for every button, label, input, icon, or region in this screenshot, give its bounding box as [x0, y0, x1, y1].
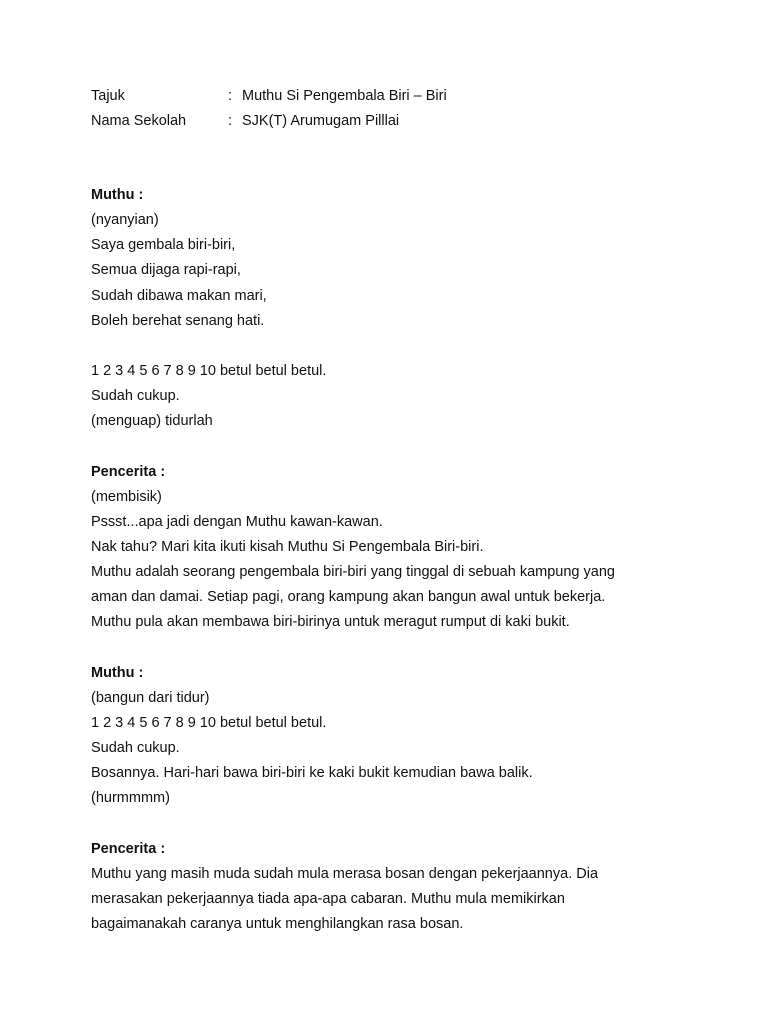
script-line: merasakan pekerjaannya tiada apa-apa cabaran. Muthu mula memikirkan	[91, 890, 565, 907]
section-gap	[91, 434, 731, 459]
script-line: (nyanyian)	[91, 212, 159, 229]
script-line: (menguap) tidurlah	[91, 413, 213, 430]
script-line: Nak tahu? Mari kita ikuti kisah Muthu Si Pengembala Biri-biri.	[91, 538, 484, 555]
school-row	[91, 109, 731, 134]
speaker-label: Pencerita :	[91, 840, 166, 857]
script-line: Saya gembala biri-biri,	[91, 237, 236, 254]
speaker-label: Muthu :	[91, 664, 144, 681]
script-section	[91, 460, 731, 636]
script-line: Sudah cukup.	[91, 740, 180, 757]
script-section	[91, 661, 731, 812]
script-line: Boleh berehat senang hati.	[91, 312, 265, 329]
document-body	[91, 84, 731, 937]
school-label: Nama Sekolah	[91, 113, 187, 129]
title-separator: :	[228, 88, 233, 104]
speaker-label: Muthu :	[91, 187, 144, 203]
script-section	[91, 837, 731, 938]
section-gap	[91, 636, 731, 661]
script-line: 1 2 3 4 5 6 7 8 9 10 betul betul betul.	[91, 362, 327, 379]
script-line: Muthu yang masih muda sudah mula merasa bosan dengan pekerjaannya. Dia	[91, 865, 599, 882]
title-label: Tajuk	[91, 88, 125, 104]
script-line: Sudah dibawa makan mari,	[91, 287, 267, 304]
script-line: Bosannya. Hari-hari bawa biri-biri ke kaki bukit kemudian bawa balik.	[91, 765, 533, 782]
script-line: (hurmmmm)	[91, 790, 170, 807]
school-separator: :	[228, 113, 233, 129]
title-row	[91, 84, 731, 109]
script-line: aman dan damai. Setiap pagi, orang kampung akan bangun awal untuk bekerja.	[91, 589, 606, 606]
script-line: Pssst...apa jadi dengan Muthu kawan-kawan.	[91, 513, 383, 530]
script-line: Muthu pula akan membawa biri-birinya untuk meragut rumput di kaki bukit.	[91, 614, 570, 631]
script-line: bagaimanakah caranya untuk menghilangkan rasa bosan.	[91, 916, 464, 933]
script-section	[91, 183, 731, 434]
script-line: Muthu adalah seorang pengembala biri-biri yang tinggal di sebuah kampung yang	[91, 564, 615, 581]
title-value: Muthu Si Pengembala Biri – Biri	[242, 88, 447, 104]
section-gap	[91, 812, 731, 837]
script-line: 1 2 3 4 5 6 7 8 9 10 betul betul betul.	[91, 714, 327, 731]
script-line: (membisik)	[91, 488, 162, 505]
speaker-label: Pencerita :	[91, 463, 166, 480]
school-value: SJK(T) Arumugam Pilllai	[242, 113, 400, 129]
script-line: Semua dijaga rapi-rapi,	[91, 262, 241, 279]
script-line: Sudah cukup.	[91, 388, 180, 405]
header-spacer	[91, 134, 731, 183]
script-line: (bangun dari tidur)	[91, 689, 210, 706]
script-line	[91, 334, 731, 359]
